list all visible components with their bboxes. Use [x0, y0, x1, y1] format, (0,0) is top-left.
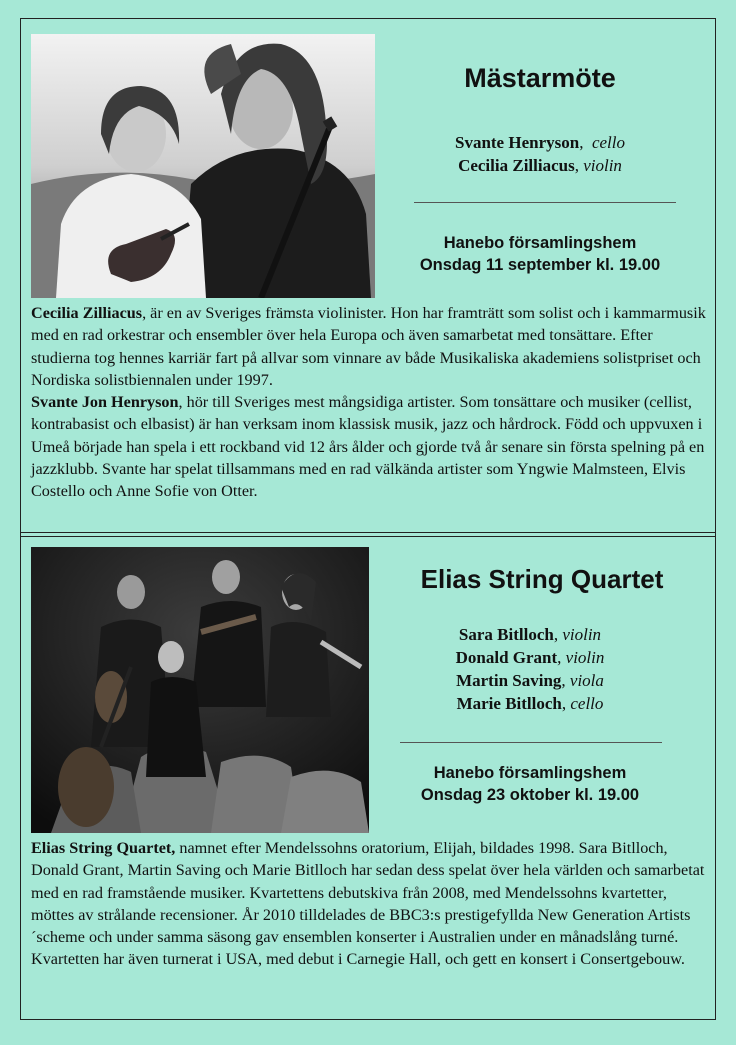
performer-instrument: viola — [569, 671, 604, 690]
quartet-photo — [31, 547, 369, 833]
section-divider — [20, 532, 716, 537]
event1-venue: Hanebo församlingshem — [443, 234, 637, 252]
performer-name: Martin Saving — [456, 671, 562, 690]
bio-text: , är en av Sveriges främsta violinister. Hon har framträtt som solist och i kammarmusik med en rad orkestrar och ensembler över hela Europa och även samarbetat med tonsättare. Efter studierna tog hennes karriär fart på allvar som vinnare av både Musikaliska akademiens solistpriset och Nordiska solistbiennalen under 1997. — [31, 304, 706, 389]
performer-line: Sara Bitlloch, violin — [458, 625, 602, 644]
bio-text: namnet efter Mendelssohns oratorium, Elijah, bildades 1998. Sara Bitlloch, Donald Grant, Martin Saving och Marie Bitlloch har sedan dess spelat över hela världen och samarbetat med en rad framstående musiker. Kvartettens debutskiva från 2008, med Mendelssohns kvartetter, möttes av strålande recensioner. År 2010 tilldelades de BBC3:s prestigefyllda New Generation Artists´scheme och under samma säsong gav ensemblen konserter i Australien under en månadslång turné. Kvartetten har även turnerat i USA, med debut i Carnegie Hall, och gett en konsert i Consertgebouw. — [31, 839, 705, 969]
duo-photo — [31, 34, 375, 298]
event2-venue-block — [390, 762, 670, 806]
performer-instrument: violin — [562, 625, 602, 644]
bio-lead: Elias String Quartet, — [31, 839, 176, 857]
performer-instrument: cello — [570, 694, 604, 713]
performer-instrument: cello — [591, 133, 625, 152]
bio-lead: Cecilia Zilliacus — [31, 304, 143, 322]
bio-paragraph — [31, 302, 709, 391]
performer-line: Donald Grant, violin — [455, 648, 605, 667]
performer-instrument: violin — [565, 648, 605, 667]
event1-datetime: Onsdag 11 september kl. 19.00 — [419, 256, 661, 274]
bio-paragraph — [31, 391, 709, 502]
event1-title: Mästarmöte — [464, 63, 616, 93]
event2-performers — [390, 623, 670, 715]
event2-bio — [31, 837, 709, 971]
event1-rule — [414, 202, 676, 203]
performer-line: Marie Bitlloch, cello — [456, 694, 604, 713]
performer-name: Marie Bitlloch — [456, 694, 562, 713]
event1-performers — [398, 131, 682, 177]
event1-bio — [31, 302, 709, 503]
performer-name: Cecilia Zilliacus — [458, 156, 575, 175]
performer-line: Martin Saving, viola — [456, 671, 604, 690]
bio-paragraph — [31, 837, 709, 971]
event2-rule — [400, 742, 662, 743]
performer-name: Sara Bitlloch — [458, 625, 554, 644]
event2-venue: Hanebo församlingshem — [433, 764, 627, 782]
performer-line: Svante Henryson, cello — [454, 133, 625, 152]
event2-datetime: Onsdag 23 oktober kl. 19.00 — [420, 786, 640, 804]
event2-title: Elias String Quartet — [420, 564, 664, 594]
event1-venue-block — [398, 232, 682, 276]
performer-name: Svante Henryson — [454, 133, 580, 152]
performer-line: Cecilia Zilliacus, violin — [458, 156, 622, 175]
performer-instrument: violin — [583, 156, 622, 175]
bio-text: , hör till Sveriges mest mångsidiga artister. Som tonsättare och musiker (cellist, kontrabasist och elbasist) är han verksam inom klassisk musik, jazz och hårdrock. Född och uppvuxen i Umeå började han spela i ett rockband vid 12 års ålder och gjorde två år senare sin första spelning på en jazzklubb. Svante har spelat tillsammans med en rad välkända artister som Yngwie Malmsteen, Elvis Costello och Anne Sofie von Otter. — [31, 393, 705, 501]
bio-lead: Svante Jon Henryson — [31, 393, 179, 412]
performer-name: Donald Grant — [455, 648, 558, 667]
